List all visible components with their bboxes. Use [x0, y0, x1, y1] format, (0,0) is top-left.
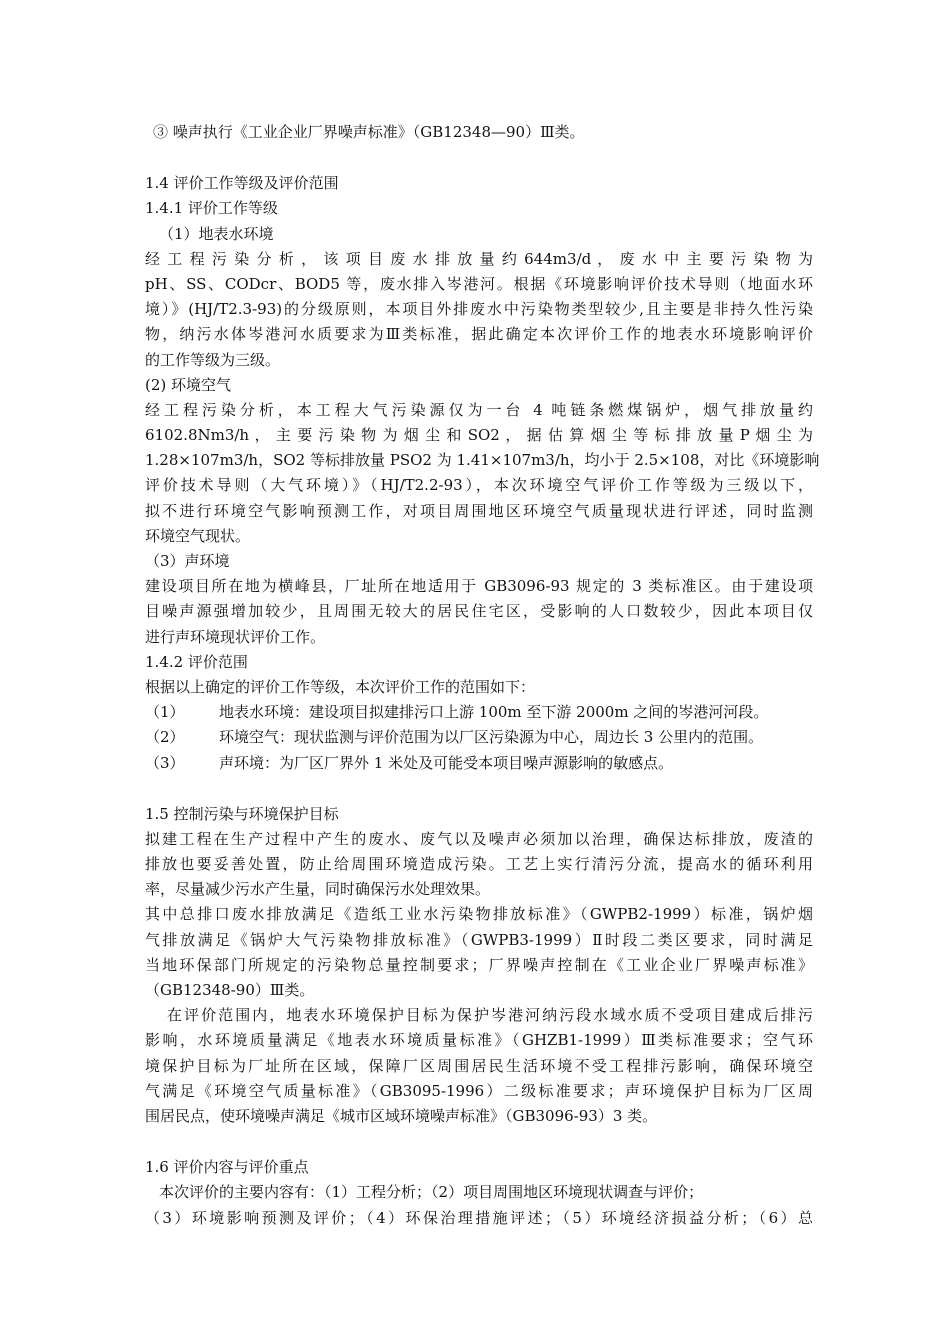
spacer	[145, 1129, 813, 1155]
noise-standard-line: ③ 噪声执行《工业企业厂界噪声标准》（GB12348—90）Ⅲ类。	[153, 123, 585, 141]
paragraph-line: （3）环境影响预测及评价；（4）环保治理措施评述；（5）环境经济损益分析；（6）总	[145, 1208, 813, 1227]
paragraph-line: 本次评价的主要内容有：（1）工程分析；（2）项目周围地区环境现状调查与评价；	[159, 1183, 704, 1202]
list-item-text: 环境空气：现状监测与评价范围为以厂区污染源为中心，周边长 3 公里内的范围。	[219, 728, 764, 747]
paragraph-line: 的工作等级为三级。	[145, 350, 281, 369]
paragraph-line: 围居民点，使环境噪声满足《城市区域环境噪声标准》（GB3096-93）3 类。	[145, 1106, 658, 1125]
section-1-4-heading: 1.4 评价工作等级及评价范围	[145, 174, 339, 193]
paragraph-line: 在评价范围内，地表水环境保护目标为保护岑港河纳污段水域水质不受项目建成后排污	[167, 1006, 813, 1025]
paragraph-line: 经 工 程 污 染 分 析 ， 该 项 目 废 水 排 放 量 约 644m3/d ， 废 水 中 主 要 污 染 物 为	[145, 249, 813, 268]
paragraph-line: 拟不进行环境空气影响预测工作，对项目周围地区环境空气质量现状进行评述，同时监测	[145, 501, 813, 520]
paragraph-line: 其中总排口废水排放满足《造纸工业水污染物排放标准》（GWPB2-1999）标准，锅炉烟	[145, 905, 813, 924]
list-item	[145, 751, 813, 776]
paragraph-line: 环境空气现状。	[145, 526, 251, 545]
spacer	[145, 776, 813, 802]
list-item-number: （2）	[145, 728, 185, 747]
paragraph-line: 进行声环境现状评价工作。	[145, 627, 326, 646]
section-1-5-heading: 1.5 控制污染与环境保护目标	[145, 804, 339, 823]
list-item-text: 声环境：为厂区厂界外 1 米处及可能受本项目噪声源影响的敏感点。	[219, 753, 674, 772]
acoustic-environment-heading: （3）声环境	[145, 552, 230, 570]
paragraph-line: 评价技术导则（大气环境）》（HJ/T2.2-93），本次环境空气评价工作等级为三级以下，	[145, 476, 813, 495]
surface-water-heading: （1）地表水环境	[159, 224, 274, 243]
paragraph-line: 经工程污染分析，本工程大气污染源仅为一台 4 吨链条燃煤锅炉，烟气排放量约	[145, 400, 813, 419]
list-item-number: （1）	[145, 703, 185, 722]
paragraph-line: 境保护目标为厂址所在区域，保障厂区周围居民生活环境不受工程排污影响，确保环境空	[145, 1056, 813, 1075]
list-item-number: （3）	[145, 753, 185, 772]
list-item-text: 地表水环境：建设项目拟建排污口上游 100m 至下游 2000m 之间的岑港河河段。	[219, 703, 769, 722]
paragraph-line: 拟建工程在生产过程中产生的废水、废气以及噪声必须加以治理，确保达标排放，废渣的	[145, 829, 813, 848]
paragraph-line: 率，尽量减少污水产生量，同时确保污水处理效果。	[145, 880, 491, 899]
paragraph-line: 1.28×107m3/h，SO2 等标排放量 PSO2 为 1.41×107m3/h，均小于 2.5×108，对比《环境影响	[145, 451, 820, 470]
paragraph-line: 气满足《环境空气质量标准》（GB3095-1996）二级标准要求；声环境保护目标为厂区周	[145, 1081, 813, 1100]
paragraph-line: 建设项目所在地为横峰县，厂址所在地适用于 GB3096-93 规定的 3 类标准区。由于建设项	[145, 577, 813, 596]
section-1-4-1-heading: 1.4.1 评价工作等级	[145, 199, 278, 218]
list-item	[145, 725, 813, 750]
list-item	[145, 700, 813, 725]
paragraph-line: pH、SS、CODcr、BOD5 等，废水排入岑港河。根据《环境影响评价技术导则（地面水环	[145, 274, 813, 293]
section-1-4-2-heading: 1.4.2 评价范围	[145, 652, 248, 671]
paragraph-line: （GB12348-90）Ⅲ类。	[145, 981, 315, 999]
paragraph-line: 物，纳污水体岑港河水质要求为Ⅲ类标准，据此确定本次评价工作的地表水环境影响评价	[145, 325, 813, 344]
paragraph-line: 目噪声源强增加较少，且周围无较大的居民住宅区，受影响的人口数较少，因此本项目仅	[145, 602, 813, 621]
paragraph-line: 影响，水环境质量满足《地表水环境质量标准》（GHZB1-1999）Ⅲ类标准要求；空气环	[145, 1031, 813, 1050]
paragraph-line: 6102.8Nm3/h ， 主 要 污 染 物 为 烟 尘 和 SO2 ， 据 估 算 烟 尘 等 标 排 放 量 P 烟 尘 为	[145, 426, 813, 445]
document-page	[145, 120, 820, 1231]
paragraph-line: 排放也要妥善处置，防止给周围环境造成污染。工艺上实行清污分流，提高水的循环利用	[145, 855, 813, 874]
paragraph-line: 境）》(HJ/T2.3-93)的分级原则，本项目外排废水中污染物类型较少,且主要是非持久性污染	[145, 300, 813, 319]
paragraph-line: 气排放满足《锅炉大气污染物排放标准》（GWPB3-1999）Ⅱ时段二类区要求，同时满足	[145, 930, 813, 949]
ambient-air-heading: (2) 环境空气	[145, 375, 232, 394]
spacer	[145, 145, 813, 171]
paragraph-line: 当地环保部门所规定的污染物总量控制要求；厂界噪声控制在《工业企业厂界噪声标准》	[145, 955, 813, 974]
scope-intro: 根据以上确定的评价工作等级，本次评价工作的范围如下：	[145, 677, 536, 696]
section-1-6-heading: 1.6 评价内容与评价重点	[145, 1158, 309, 1177]
